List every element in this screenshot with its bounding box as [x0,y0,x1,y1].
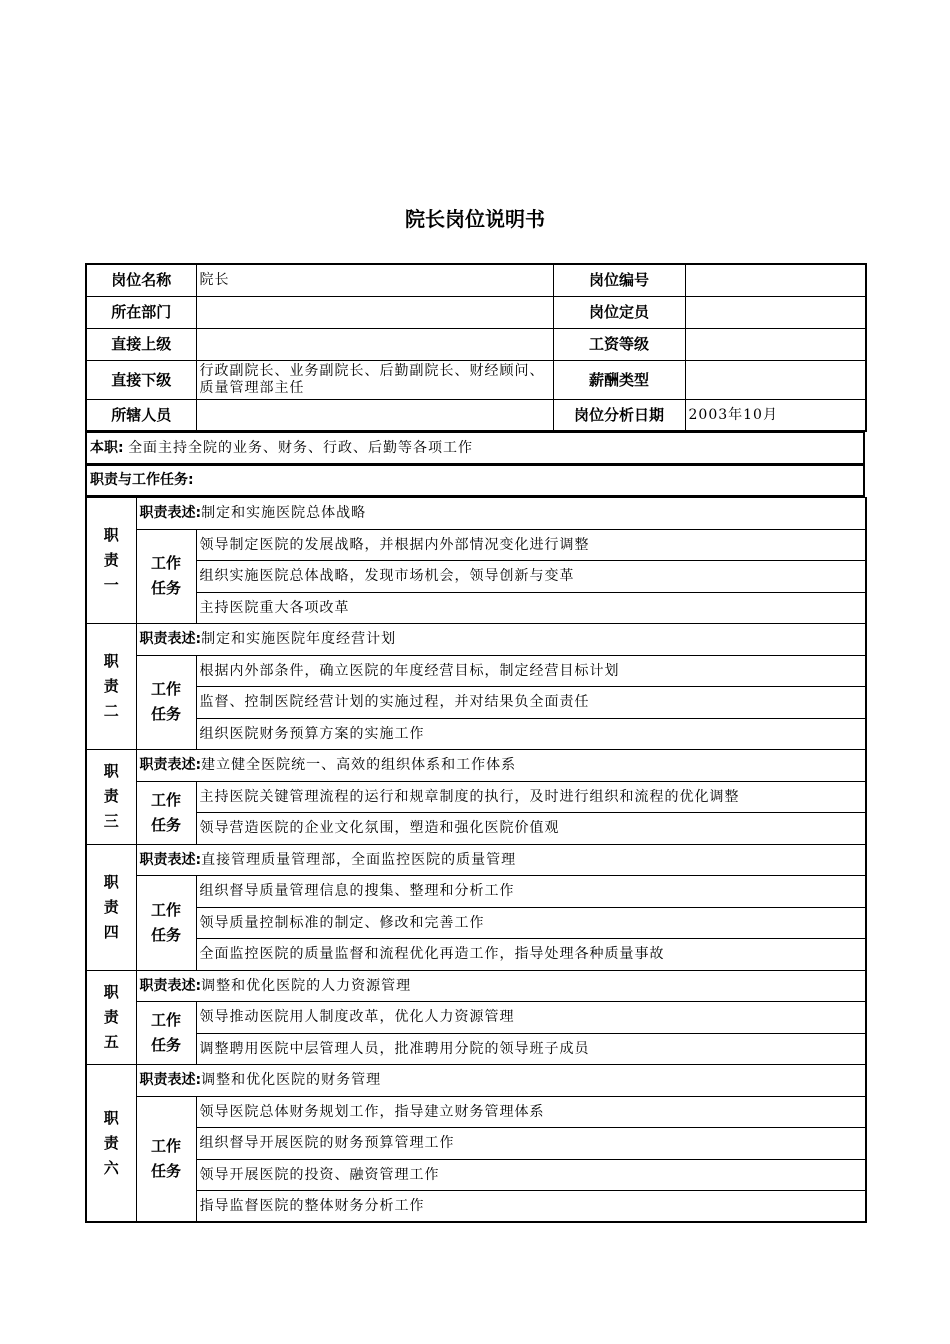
grade-value [685,328,866,360]
staff-value [196,399,553,431]
task-label [136,876,196,971]
task-item: 主持医院重大各项改革 [196,592,866,624]
duty-name-char: 责 [103,1007,119,1026]
duty-name-char: 责 [103,551,119,569]
task-label-line: 工作 [150,790,181,809]
task-row [86,781,866,813]
duty-desc-text: 制定和实施医院总体战略 [201,505,367,522]
task-row [86,1128,866,1160]
duty-name-char: 责 [103,1133,119,1152]
task-item: 领导质量控制标准的制定、修改和完善工作 [196,907,866,939]
document-title: 院长岗位说明书 [405,207,545,231]
department-label: 所在部门 [86,296,196,328]
task-row [86,561,866,593]
duty-name [86,624,136,750]
task-row [86,529,866,561]
position-name-value: 院长 [196,264,553,296]
duty-name-char: 三 [103,812,119,831]
task-row [86,876,866,908]
task-item: 领导营造医院的企业文化氛围，塑造和强化医院价值观 [196,813,866,845]
duty-name-char: 职 [103,872,119,891]
duty-desc-label: 职责表述: [139,851,202,868]
task-row [86,687,866,719]
duty-name [86,750,136,845]
duty-desc-row [86,970,866,1002]
duty-desc-label: 职责表述: [139,757,202,774]
salary-type-label: 薪酬类型 [553,360,685,399]
main-duty-text: 全面主持全院的业务、财务、行政、后勤等各项工作 [128,439,474,456]
analysis-date-value: 2003年10月 [685,399,866,431]
task-label-line: 任务 [150,925,181,944]
task-label [136,655,196,750]
task-label-line: 任务 [150,1036,181,1054]
task-item: 主持医院关键管理流程的运行和规章制度的执行，及时进行组织和流程的优化调整 [196,781,866,813]
task-item: 根据内外部条件，确立医院的年度经营目标，制定经营目标计划 [196,655,866,687]
task-row [86,1096,866,1128]
main-duty-row [86,433,864,464]
duty-description [136,750,866,782]
duty-desc-text: 调整和优化医院的财务管理 [201,1072,382,1089]
task-item: 全面监控医院的质量监督和流程优化再造工作，指导处理各种质量事故 [196,939,866,971]
duty-description [136,970,866,1002]
duty-desc-row [86,624,866,656]
position-no-value [685,264,866,296]
duty-name-char: 四 [103,922,119,941]
task-item: 调整聘用医院中层管理人员，批准聘用分院的领导班子成员 [196,1033,866,1065]
task-label-line: 任务 [150,815,181,834]
task-row [86,1191,866,1223]
job-description-form [85,263,865,1223]
duty-name [86,844,136,970]
duty-name-char: 一 [103,576,119,594]
task-item: 指导监督医院的整体财务分析工作 [196,1191,866,1223]
main-duty-label: 本职: [90,439,124,456]
task-item: 领导推动医院用人制度改革，优化人力资源管理 [196,1002,866,1034]
subordinate-label: 直接下级 [86,360,196,399]
duty-desc-row [86,1065,866,1097]
task-item: 组织督导开展医院的财务预算管理工作 [196,1128,866,1160]
task-item: 组织督导质量管理信息的搜集、整理和分析工作 [196,876,866,908]
duty-name [86,970,136,1065]
task-label-line: 任务 [150,705,181,724]
duty-description [136,624,866,656]
duty-desc-label: 职责表述: [139,505,202,522]
duty-desc-label: 职责表述: [139,1072,202,1089]
duty-name-char: 五 [103,1032,119,1051]
info-table [85,263,867,432]
main-duty-table [85,432,865,465]
duty-name-char: 责 [103,677,119,695]
duty-desc-row [86,750,866,782]
duty-description [136,498,866,530]
grade-label: 工资等级 [553,328,685,360]
task-label-line: 任务 [150,579,181,598]
task-label [136,529,196,624]
task-label-line: 工作 [150,1136,181,1155]
superior-value [196,328,553,360]
duty-name-char: 责 [103,787,119,806]
task-item: 领导开展医院的投资、融资管理工作 [196,1159,866,1191]
duty-name-char: 责 [103,897,119,916]
task-item: 组织实施医院总体战略，发现市场机会，领导创新与变革 [196,561,866,593]
duty-desc-text: 直接管理质量管理部，全面监控医院的质量管理 [201,851,517,868]
task-row [86,592,866,624]
duty-name-char: 职 [103,982,119,1001]
task-label-line: 任务 [150,1161,181,1180]
task-row [86,1002,866,1034]
duty-desc-row [86,844,866,876]
analysis-date-label: 岗位分析日期 [553,399,685,431]
duty-name-char: 职 [103,1108,119,1127]
task-item: 监督、控制医院经营计划的实施过程，并对结果负全面责任 [196,687,866,719]
task-label [136,1002,196,1065]
duty-desc-text: 制定和实施医院年度经营计划 [201,631,397,648]
staff-label: 所辖人员 [86,399,196,431]
task-row [86,907,866,939]
task-row [86,939,866,971]
duty-name [86,498,136,624]
task-label-line: 工作 [150,1011,181,1029]
duty-desc-label: 职责表述: [139,977,202,994]
salary-type-value [685,360,866,399]
task-item: 领导医院总体财务规划工作，指导建立财务管理体系 [196,1096,866,1128]
duty-description [136,844,866,876]
department-value [196,296,553,328]
headcount-value [685,296,866,328]
task-label [136,1096,196,1222]
superior-label: 直接上级 [86,328,196,360]
duty-desc-text: 调整和优化医院的人力资源管理 [201,977,412,994]
task-row [86,1159,866,1191]
position-name-label: 岗位名称 [86,264,196,296]
task-label-line: 工作 [150,900,181,919]
task-row [86,1033,866,1065]
duty-desc-row [86,498,866,530]
duty-name-char: 职 [103,762,119,781]
duties-header-table [85,465,865,498]
duty-name-char: 二 [103,702,119,720]
duties-header [86,465,864,496]
task-row [86,655,866,687]
task-row [86,813,866,845]
task-label-line: 工作 [150,554,181,573]
duty-name-char: 六 [103,1158,119,1177]
duties-table [85,497,867,1223]
duty-name-char: 职 [103,526,119,544]
task-item: 领导制定医院的发展战略，并根据内外部情况变化进行调整 [196,529,866,561]
duty-desc-label: 职责表述: [139,631,202,648]
duty-desc-text: 建立健全医院统一、高效的组织体系和工作体系 [201,757,517,774]
task-row [86,718,866,750]
duties-header-text: 职责与工作任务: [90,472,194,489]
duty-name [86,1065,136,1223]
position-no-label: 岗位编号 [553,264,685,296]
task-label-line: 工作 [150,680,181,699]
subordinate-value: 行政副院长、业务副院长、后勤副院长、财经顾问、质量管理部主任 [196,360,553,399]
headcount-label: 岗位定员 [553,296,685,328]
duty-description [136,1065,866,1097]
task-item: 组织医院财务预算方案的实施工作 [196,718,866,750]
task-label [136,781,196,844]
duty-name-char: 职 [103,652,119,670]
